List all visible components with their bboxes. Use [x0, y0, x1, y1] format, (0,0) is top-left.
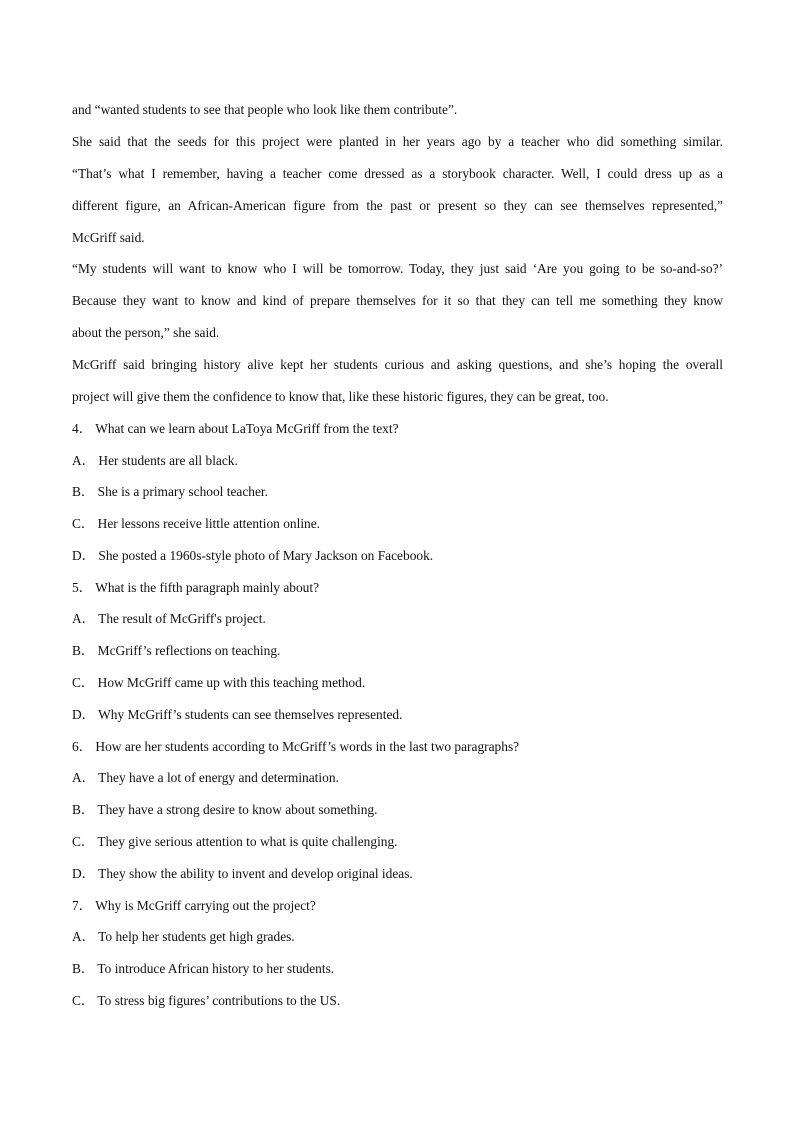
- answer-option: D． They show the ability to invent and develop original ideas.: [72, 866, 413, 881]
- passage-line: about the person,” she said.: [72, 325, 220, 340]
- answer-option: C． To stress big figures’ contributions to the US.: [72, 993, 341, 1008]
- answer-option: A． The result of McGriff's project.: [72, 611, 266, 626]
- passage-line: and “wanted students to see that people who look like them contribute”.: [72, 102, 458, 117]
- answer-option: B． She is a primary school teacher.: [72, 484, 268, 499]
- question-stem: 6． How are her students according to McGriff’s words in the last two paragraphs?: [72, 739, 520, 754]
- answer-option: D． Why McGriff’s students can see themselves represented.: [72, 707, 403, 722]
- answer-option: B． McGriff’s reflections on teaching.: [72, 643, 281, 658]
- answer-option: A． To help her students get high grades.: [72, 929, 295, 944]
- passage-line: McGriff said.: [72, 230, 145, 245]
- answer-option: A． Her students are all black.: [72, 453, 238, 468]
- passage-line: She said that the seeds for this project were planted in her years ago by a teacher who did something similar.: [72, 134, 723, 149]
- question-stem: 4． What can we learn about LaToya McGriff from the text?: [72, 421, 399, 436]
- passage-line: “That’s what I remember, having a teacher come dressed as a storybook character. Well, I could dress up as a: [72, 166, 723, 181]
- passage-line: Because they want to know and kind of prepare themselves for it so that they can tell me something they know: [72, 293, 723, 308]
- passage-line: McGriff said bringing history alive kept her students curious and asking questions, and she’s hoping the overall: [72, 357, 723, 372]
- passage-line: different figure, an African-American figure from the past or present so they can see themselves represented,”: [72, 198, 723, 213]
- answer-option: D． She posted a 1960s-style photo of Mary Jackson on Facebook.: [72, 548, 434, 563]
- answer-option: B． To introduce African history to her students.: [72, 961, 335, 976]
- answer-option: C． How McGriff came up with this teaching method.: [72, 675, 366, 690]
- answer-option: A． They have a lot of energy and determination.: [72, 770, 339, 785]
- passage-line: “My students will want to know who I will be tomorrow. Today, they just said ‘Are you going to be so-and-so?’: [72, 261, 723, 276]
- question-stem: 7． Why is McGriff carrying out the project?: [72, 898, 316, 913]
- question-stem: 5． What is the fifth paragraph mainly about?: [72, 580, 320, 595]
- answer-option: B． They have a strong desire to know about something.: [72, 802, 378, 817]
- answer-option: C． They give serious attention to what is quite challenging.: [72, 834, 398, 849]
- passage-line: project will give them the confidence to know that, like these historic figures, they can be great, too.: [72, 389, 609, 404]
- answer-option: C． Her lessons receive little attention online.: [72, 516, 321, 531]
